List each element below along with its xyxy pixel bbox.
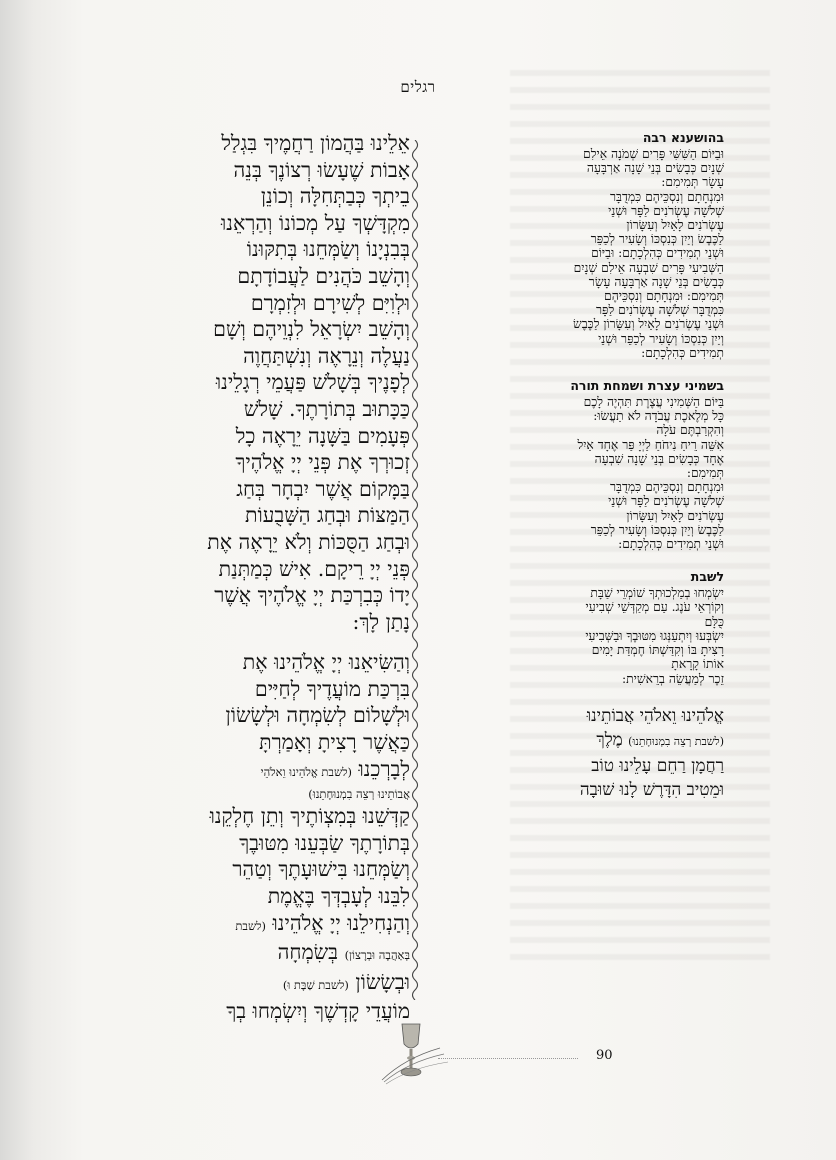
text-line: וְהָשֵׁב כֹּהֲנִים לַעֲבוֹדָתָם [237,263,410,288]
text-line: נַעֲלֶה וְנֵרָאֶה וְנִשְׁתַּחֲוֶה [243,343,410,368]
text-line: בַּמָּקוֹם אֲשֶׁר יִבְחָר בְּחַג [236,476,410,501]
text-line: וּשְׁנֵי תְמִידִים כְּהִלְכָתָם: [618,537,724,552]
wavy-divider-icon [407,140,423,1000]
text-line: כִּמְדֻבָּר שְׁלֹשָׁה עֶשְׂרֹנִים לַפָּר [596,303,724,318]
kiddush-cup-icon [380,1018,450,1086]
text-line: יִשְׂבְּעוּ וְיִתְעַנְּגוּ מִטּוּבֶךָ וּבַשְּׁבִיעִי [585,628,724,643]
text-line: מִקְדָּשְׁךָ עַל מְכוֹנוֹ וְהַרְאֵנוּ [221,210,410,235]
text-line: וְשַׂמְּחֵנוּ בִּישׁוּעָתֶךָ וְטַהֵר [232,857,410,882]
text-line: לַכֶּבֶשׂ וְיַיִן כְּנִסְכּוֹ וְשָׂעִיר לְכַפֵּר [590,232,724,247]
text-line: תְּמִימִם: וּמִנְחָתָם וְנִסְכֵּיהֶם [604,289,724,304]
text-line: זֵכֶר לְמַעֲשֵׂה בְרֵאשִׁית: [622,671,724,686]
text-line: אָבוֹת שֶׁעָשׂוּ רְצוֹנֶךָ בְּנֵה [233,157,410,182]
text-line: תְּמִימִם: [686,466,724,481]
paragraph-1 [148,130,410,635]
text-line: אֱלֹהֵינוּ וֵאלֹהֵי אֲבוֹתֵינוּ [586,705,724,726]
shabbat-note: אֲבוֹתֵינוּ רְצֵה בִמְנוּחָתֵנוּ) [308,787,410,802]
text-line: וּמִנְחָתָם וְנִסְכֵּיהֶם כִּמְדֻבָּר [609,480,724,495]
right-column [488,130,724,802]
text-main: לְבָרְכֵנוּ [358,756,410,781]
text-line: יִשְׂמְחוּ בְמַלְכוּתְךָ שׁוֹמְרֵי שַׁבָּת [590,586,724,601]
text-line: שְׁנָיִם כְּבָשִׂים בְּנֵי שָׁנָה אַרְבָּעָה [586,161,724,176]
section-title: לשבת [690,569,724,585]
section-hoshana-rabbah [488,130,724,360]
section-title: בהושענא רבה [642,130,724,145]
section-shabbat [488,569,724,685]
text-line: בִּרְכַּת מוֹעֲדֶיךָ לְחַיִּים [254,676,410,701]
footer-rule [438,1058,578,1059]
text-line: רַחֲמָן רַחֵם עָלֵינוּ טוֹב [591,755,724,776]
text-line: בַּיּוֹם הַשְּׁמִינִי עֲצֶרֶת תִּהְיֶה לָכֶם [583,395,724,410]
text-main: מֶלֶךְ [596,729,623,750]
shabbat-note: בְּאַהֲבָה וּבְרָצוֹן) [344,948,410,963]
text-line [148,910,410,940]
shabbat-note: (לשבת שַׁבָּת וּ) [282,977,349,992]
text-line [148,756,410,786]
text-line: וּבַיּוֹם הַשִּׁשִּׁי פָּרִים שְׁמֹנָה אֵילִם [583,147,724,161]
text-line: וּלְוִיִּם לְשִׁירָם וּלְזִמְרָם [250,290,410,315]
text-line: וְהִקְרַבְתֶּם עֹלָה [656,423,724,438]
text-line: בְּבִנְיָנוֹ וְשַׂמְּחֵנוּ בְּתִקּוּנוֹ [246,237,410,262]
text-line: עָשָׂר תְּמִימִם: [661,175,724,190]
text-main: וְהַנְחִילֵנוּ יְיָ אֱלֹהֵינוּ [272,910,410,935]
text-line: וּשְׁנֵי תְמִידִים כְּהִלְכָתָם: וּבַיּוֹם [591,246,724,261]
text-line: שְׁלֹשָׁה עֶשְׂרֹנִים לַפָּר וּשְׁנֵי [608,203,724,218]
text-line: לְפָנֶיךָ בְּשָׁלֹשׁ פַּעֲמֵי רְגָלֵינוּ [215,370,410,395]
text-main: בְּשִׂמְחָה [277,940,339,965]
text-line: אֶחָד כְּבָשִׂים בְּנֵי שָׁנָה שִׁבְעָה [594,451,724,466]
text-line: נָתַן לָךְ: [352,609,410,634]
text-main: וּבְשָׂשׂוֹן [355,969,410,994]
text-line: עֶשְׂרֹנִים לָאַיִל וְעִשָּׂרוֹן [626,218,724,233]
text-line: פְּעָמִים בַּשָּׁנָה יֵרָאֶה כָל [235,423,410,448]
text-line: כָּל מְלֶאכֶת עֲבֹדָה לֹא תַעֲשׂוּ: [593,409,724,424]
text-line: מוֹעֲדֵי קָדְשֶׁךָ וְיִשְׂמְחוּ בְךָ [226,999,410,1024]
shabbat-note: (לשבת רְצֵה בִמְנוּחָתֵנוּ) [628,734,724,748]
text-line: בֵיתְךָ כְּבַתְּחִלָּה וְכוֹנֵן [260,184,410,209]
section-title: בשמיני עצרת ושמחת תורה [570,378,724,394]
text-line: עֶשְׂרֹנִים לָאַיִל וְעִשָּׂרוֹן [626,508,724,523]
text-line [148,969,410,999]
text-line [488,728,724,754]
running-head: רגלים [400,78,436,96]
text-line: תְמִידִים כְּהִלְכָתָם: [641,345,724,360]
page-number: 90 [596,1048,613,1063]
text-line: אִשֵּׁה רֵיחַ נִיחֹחַ לַיְיָ פַּר אֶחָד אַיִל [577,437,724,452]
text-line: בְּתוֹרָתֶךָ שַׂבְּעֵנוּ מִטּוּבֶךָ [239,830,410,855]
shabbat-note: (לשבת אֱלֹהֵינוּ וֵאלֹהֵי [260,764,352,779]
text-line: לִבֵּנוּ לְעָבְדְּךָ בֶּאֱמֶת [267,884,410,909]
text-line: פְּנֵי יְיָ רֵיקָם. אִישׁ כְּמַתְּנַת [218,556,410,581]
text-line: יָדוֹ כְּבִרְכַּת יְיָ אֱלֹהֶיךָ אֲשֶׁר [214,583,410,608]
text-line: לַכֶּבֶשׂ וְיַיִן כְּנִסְכּוֹ וְשָׂעִיר לְכַפֵּר [590,522,724,537]
text-line: שְׁלֹשָׁה עֶשְׂרֹנִים לַפָּר וּשְׁנֵי [608,494,724,509]
text-line: כַּאֲשֶׁר רָצִיתָ וְאָמַרְתָּ [259,730,410,755]
text-line: וּמֵטִיב הִדָּרֶשׁ לָנוּ שׁוּבָה [579,779,724,800]
text-line: וְהַשִּׂיאֵנוּ יְיָ אֱלֹהֵינוּ אֶת [242,650,410,675]
shabbat-note: (לשבת [235,918,266,933]
section-shemini-atzeret [488,378,724,551]
text-line: כַּכָּתוּב בְּתוֹרָתֶךָ. שָׁלֹשׁ [243,396,410,421]
text-line: הַשְּׁבִיעִי פָּרִים שִׁבְעָה אֵילִם שְׁנָיִם [573,260,724,275]
text-line: וְקוֹרְאֵי עֹנֶג. עַם מְקַדְּשֵׁי שְׁבִיעִי [585,600,724,615]
text-line: כֻּלָּם [704,614,724,629]
text-line: וְיַיִן כְּנִסְכּוֹ וְשָׂעִיר לְכַפֵּר וּשְׁנֵי [598,331,724,346]
text-line: וּמִנְחָתָם וְנִסְכֵּיהֶם כִּמְדֻבָּר [609,189,724,204]
text-line: וּשְׁנֵי עֶשְׂרֹנִים לָאַיִל וְעִשָּׂרוֹן לַכֶּבֶשׂ [573,317,724,332]
text-line [148,939,410,969]
text-line: כְּבָשִׂים בְּנֵי שָׁנָה אַרְבָּעָה עָשָׂר [588,274,724,289]
text-line: אוֹתוֹ קָרָאתָ [671,657,724,672]
text-line: זְכוּרְךָ אֶת פְּנֵי יְיָ אֱלֹהֶיךָ [235,450,410,475]
text-line: הַמַּצּוֹת וּבְחַג הַשָּׁבֻעוֹת [244,503,410,528]
text-line: וְהָשֵׁב יִשְׂרָאֵל לִנְוֵיהֶם וְשָׁם [213,317,410,342]
text-line: רָצִיתָ בּוֹ וְקִדַּשְׁתּוֹ חֶמְדַּת יָמִים [591,643,724,658]
text-line: קַדְּשֵׁנוּ בְּמִצְוֹתֶיךָ וְתֵן חֶלְקֵנוּ [209,804,410,829]
text-line: אֵלֵינוּ בַּהֲמוֹן רַחֲמֶיךָ בִּגְלַל [221,131,410,155]
paragraph-2 [148,649,410,1025]
left-column [148,130,410,1025]
paragraph-gap [148,635,410,649]
text-line: וּלְשָׁלוֹם לְשִׂמְחָה וּלְשָׂשׂוֹן [225,703,410,728]
text-line: וּבְחַג הַסֻּכּוֹת וְלֹא יֵרָאֶה אֶת [207,529,410,554]
final-block [488,704,724,802]
